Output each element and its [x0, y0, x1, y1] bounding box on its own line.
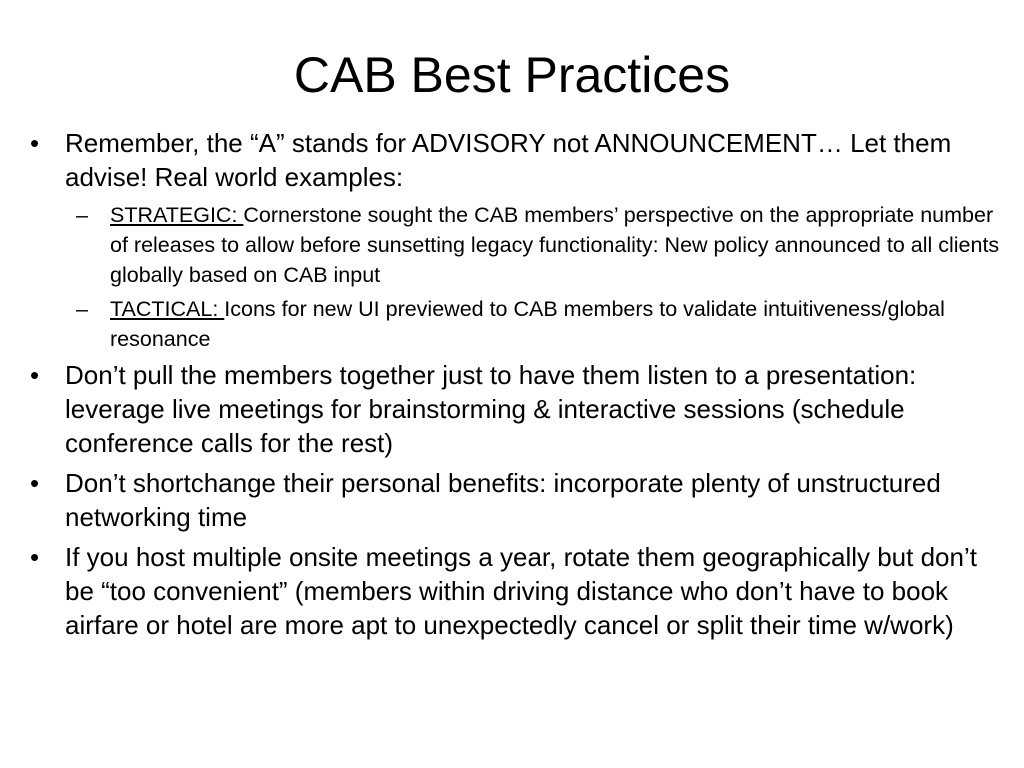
sub-bullet-text: Cornerstone sought the CAB members’ perspective on the appropriate number of releases to allow before sunsetting legacy functionality: New policy announced to all clients globally based on CAB input — [110, 203, 1000, 287]
sub-bullet-dash: – — [76, 297, 88, 321]
sub-bullet-text: Icons for new UI previewed to CAB members to validate intuitiveness/global resonance — [110, 297, 945, 351]
bullet-dot: • — [30, 468, 40, 498]
slide-title: CAB Best Practices — [293, 47, 731, 103]
sub-bullet-dash: – — [76, 203, 88, 227]
slide-body — [30, 126, 1005, 648]
bullet-text: Remember, the “A” stands for ADVISORY not ANNOUNCEMENT… Let them advise! Real world examples: — [65, 128, 952, 192]
bullet-dot: • — [30, 360, 40, 390]
bullet-item — [30, 466, 1005, 534]
sub-bullet-item — [30, 200, 1005, 290]
sub-bullet-item — [30, 294, 1005, 354]
bullet-text: If you host multiple onsite meetings a year, rotate them geographically but don’t be “too convenient” (members within driving distance who don’t have to book airfare or hotel are more apt to unexpectedly cancel or split their time w/work) — [65, 542, 977, 640]
bullet-dot: • — [30, 128, 40, 158]
bullet-item — [30, 358, 1005, 460]
bullet-text: Don’t pull the members together just to have them listen to a presentation: leverage live meetings for brainstorming & interactive sessions (schedule conference calls for the rest) — [65, 360, 917, 458]
bullet-dot: • — [30, 542, 40, 572]
bullet-item — [30, 540, 1005, 642]
bullet-item — [30, 126, 1005, 194]
bullet-text: Don’t shortchange their personal benefits: incorporate plenty of unstructured networking time — [65, 468, 941, 532]
sub-bullet-label: STRATEGIC: — [110, 203, 244, 227]
sub-bullet-label: TACTICAL: — [110, 297, 225, 321]
